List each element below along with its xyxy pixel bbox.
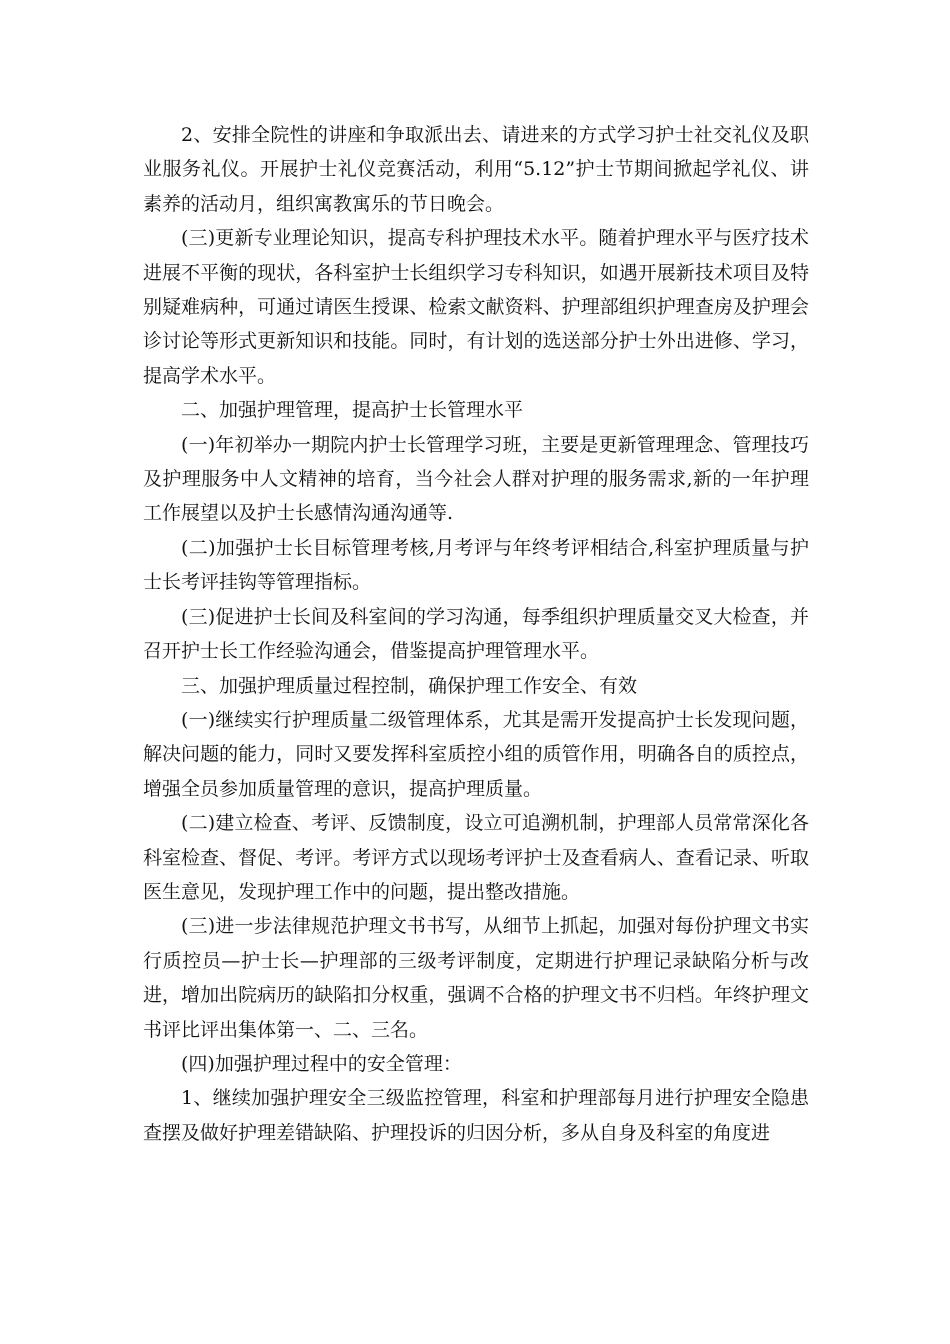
paragraph-target-assessment: (二)加强护士长目标管理考核,月考评与年终考评相结合,科室护理质量与护士长考评挂钩等管理指标。 [143, 536, 809, 594]
paragraph-nursing-documents: (三)进一步法律规范护理文书书写，从细节上抓起，加强对每份护理文书实行质控员—护士长—护理部的三级考评制度，定期进行护理记录缺陷分析与改进，增加出院病历的缺陷扣分权重，强调不合格的护理文书不归档。年终护理文书评比评出集体第一、二、三名。 [143, 915, 809, 1041]
paragraph-head-nurse-training: (一)年初举办一期院内护士长管理学习班，主要是更新管理理念、管理技巧及护理服务中人文精神的培育，当今社会人群对护理的服务需求,新的一年护理工作展望以及护士长感情沟通沟通等. [143, 433, 809, 525]
section-heading-quality-control: 三、加强护理质量过程控制，确保护理工作安全、有效 [181, 674, 638, 697]
paragraph-communication: (三)促进护士长间及科室间的学习沟通，每季组织护理质量交叉大检查，并召开护士长工作经验沟通会，借鉴提高护理管理水平。 [143, 605, 809, 663]
paragraph-safety-monitoring: 1、继续加强护理安全三级监控管理，科室和护理部每月进行护理安全隐患查摆及做好护理差错缺陷、护理投诉的归因分析，多从自身及科室的角度进 [143, 1087, 809, 1144]
paragraph-etiquette-training: 2、安排全院性的讲座和争取派出去、请进来的方式学习护士社交礼仪及职业服务礼仪。开展护士礼仪竞赛活动，利用“5.12”护士节期间掀起学礼仪、讲素养的活动月，组织寓教寓乐的节日晚会。 [143, 124, 809, 215]
section-heading-nursing-management: 二、加强护理管理，提高护士长管理水平 [181, 399, 524, 422]
paragraph-quality-system: (一)继续实行护理质量二级管理体系，尤其是需开发提高护士长发现问题，解决问题的能力，同时又要发挥科室质控小组的质管作用，明确各自的质控点，增强全员参加质量管理的意识，提高护理质量。 [143, 708, 809, 800]
paragraph-inspection-feedback: (二)建立检查、考评、反馈制度，设立可追溯机制，护理部人员常常深化各科室检查、督促、考评。考评方式以现场考评护士及查看病人、查看记录、听取医生意见，发现护理工作中的问题，提出整改措施。 [143, 812, 809, 903]
paragraph-professional-knowledge: (三)更新专业理论知识，提高专科护理技术水平。随着护理水平与医疗技术进展不平衡的现状，各科室护士长组织学习专科知识，如遇开展新技术项目及特别疑难病种，可通过请医生授课、检索文献资料、护理部组织护理查房及护理会诊讨论等形式更新知识和技能。同时，有计划的选送部分护士外出进修、学习，提高学术水平。 [143, 227, 809, 387]
document-body [143, 118, 809, 1150]
paragraph-safety-management: (四)加强护理过程中的安全管理： [181, 1052, 462, 1075]
